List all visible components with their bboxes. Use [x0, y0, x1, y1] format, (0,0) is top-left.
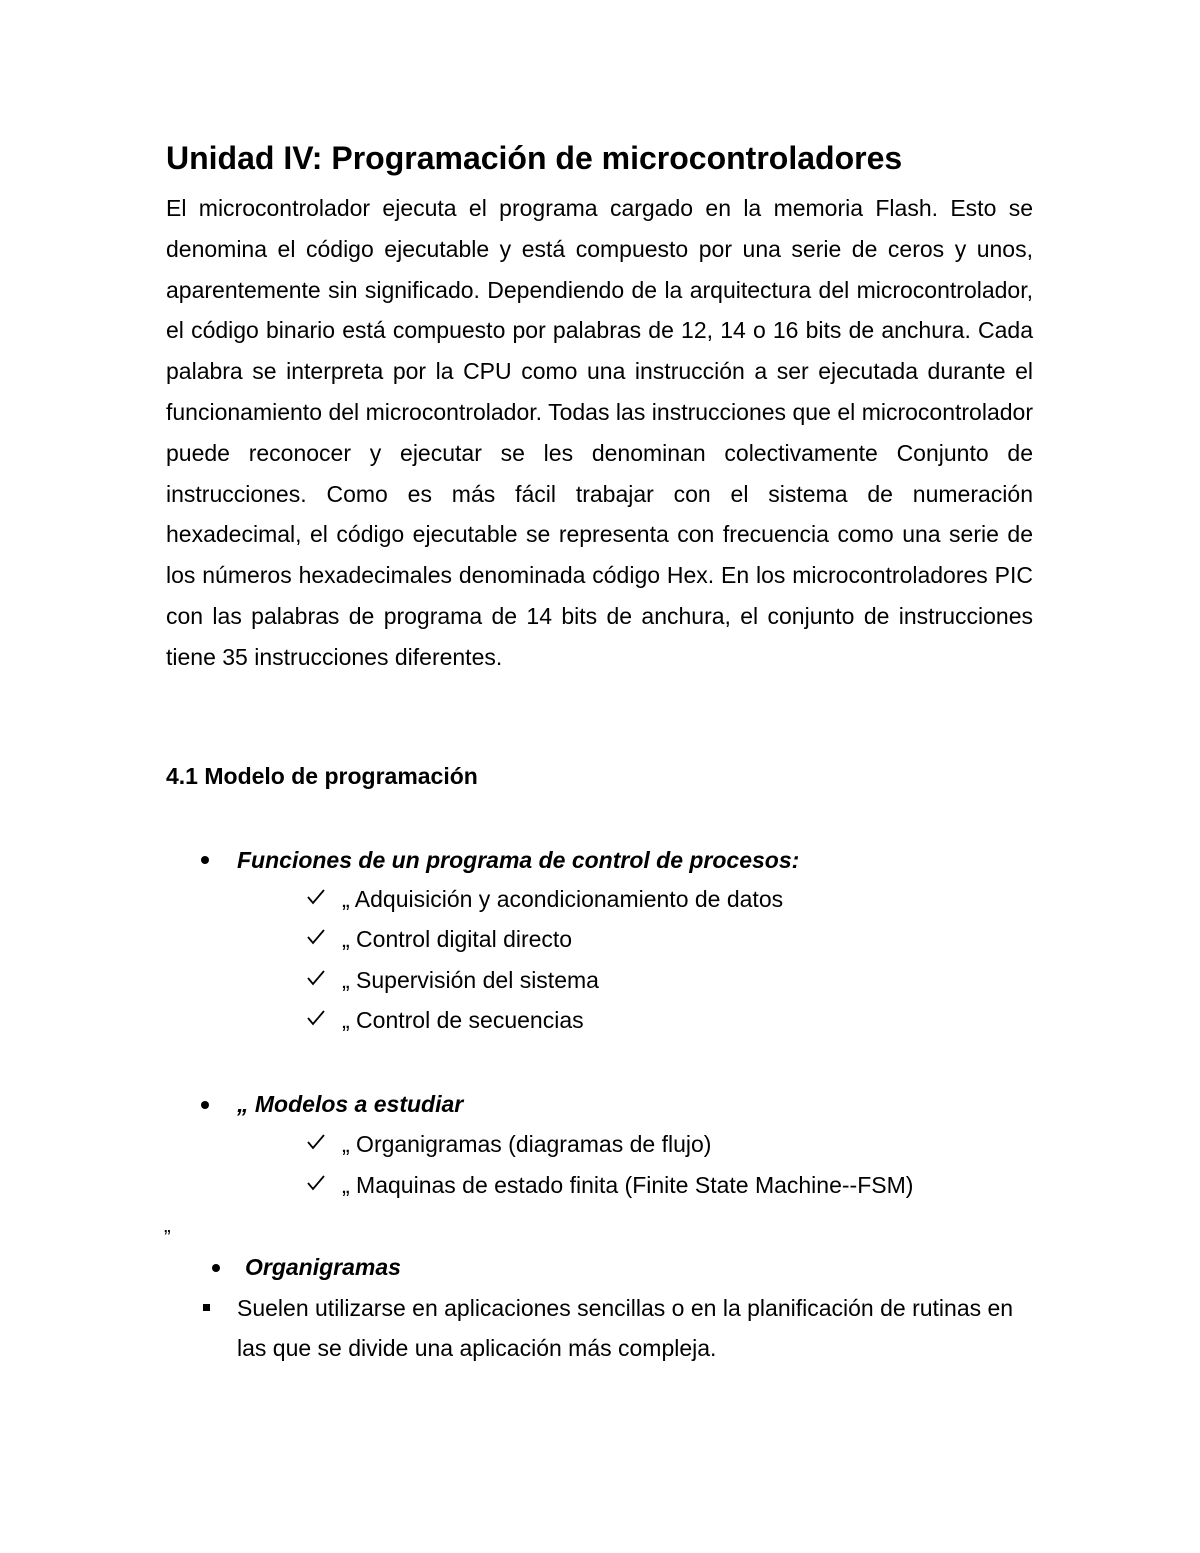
check-icon	[305, 1172, 327, 1194]
organigramas-text: Suelen utilizarse en aplicaciones sencillas o en la planificación de rutinas en las que se divide una aplicación más compleja.	[237, 1295, 1014, 1361]
bullet-square	[203, 1304, 210, 1311]
modelos-item-2: „ Maquinas de estado finita (Finite State Machine--FSM)	[342, 1172, 914, 1198]
funciones-item-2: „ Control digital directo	[342, 926, 573, 952]
check-icon	[305, 926, 327, 948]
modelos-item-1: „ Organigramas (diagramas de flujo)	[342, 1131, 712, 1157]
intro-paragraph: El microcontrolador ejecuta el programa cargado en la memoria Flash. Esto se denomina el código ejecutable y está compuesto por una serie de ceros y unos, aparentemente sin significado. Dependiendo de la arquitectura del microcontrolador, el código binario está compuesto por palabras de 12, 14 o 16 bits de anchura. Cada palabra se interpreta por la CPU como una instrucción a ser ejecutada durante el funcionamiento del microcontrolador. Todas las instrucciones que el microcontrolador puede reconocer y ejecutar se les denominan colectivamente Conjunto de instrucciones. Como es más fácil trabajar con el sistema de numeración hexadecimal, el código ejecutable se representa con frecuencia como una serie de los números hexadecimales denominada código Hex. En los microcontroladores PIC con las palabras de programa de 14 bits de anchura, el conjunto de instrucciones tiene 35 instrucciones diferentes.	[166, 195, 1033, 670]
stray-quote-mark: „	[164, 1215, 171, 1237]
bullet-dot-modelos	[201, 1101, 209, 1109]
bullet-dot-organigramas	[212, 1264, 220, 1272]
check-icon	[305, 1131, 327, 1153]
funciones-item-1: „ Adquisición y acondicionamiento de datos	[342, 886, 784, 912]
funciones-item-4: „ Control de secuencias	[342, 1007, 584, 1033]
check-icon	[305, 886, 327, 908]
check-icon	[305, 1007, 327, 1029]
section-heading: 4.1 Modelo de programación	[166, 763, 478, 789]
bullet-dot-funciones	[201, 856, 209, 864]
page-title: Unidad IV: Programación de microcontroladores	[166, 140, 903, 176]
check-icon	[305, 967, 327, 989]
modelos-label: „ Modelos a estudiar	[237, 1091, 464, 1117]
funciones-label: Funciones de un programa de control de procesos:	[237, 847, 800, 873]
funciones-item-3: „ Supervisión del sistema	[342, 967, 599, 993]
organigramas-label: Organigramas	[245, 1254, 401, 1280]
